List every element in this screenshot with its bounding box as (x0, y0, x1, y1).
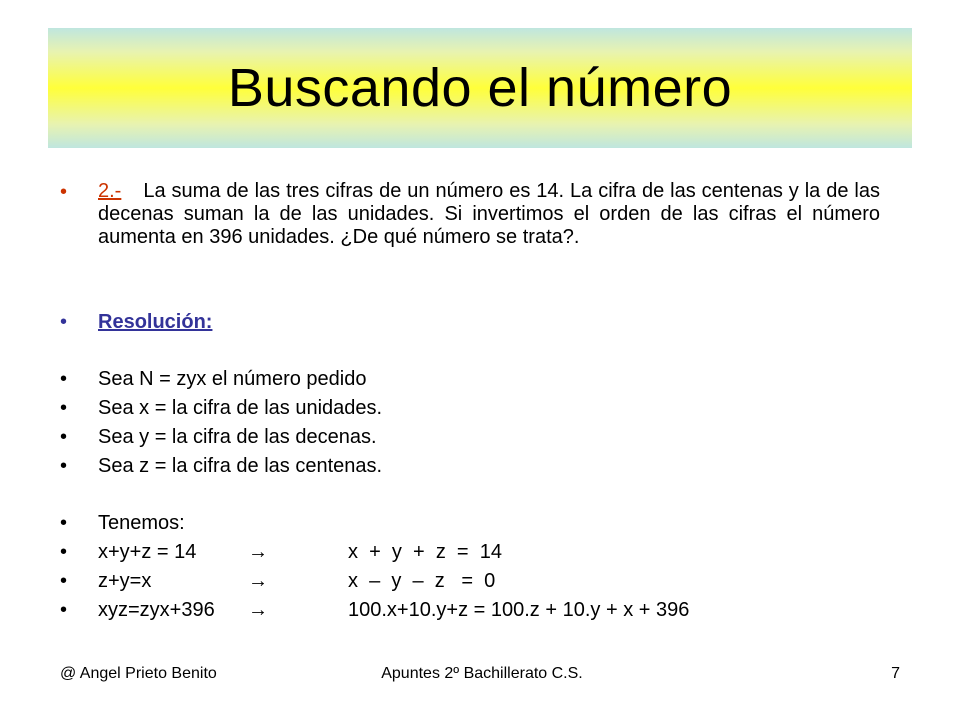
bullet-icon: • (60, 599, 68, 621)
equation-row: • xyz=zyx+396 → 100.x+10.y+z = 100.z + 10.y + x + 396 (60, 599, 690, 621)
slide-title: Buscando el número (227, 58, 733, 118)
resolution-label: Resolución: (98, 311, 213, 333)
definition-item: • Sea N = zyx el número pedido (60, 368, 367, 390)
bullet-icon: • (60, 541, 68, 563)
problem-text: La suma de las tres cifras de un número es 14. La cifra de las centenas y la de las decenas suman la de las unidades. Si invertimos el orden de las cifras el número aumenta en 396 unidades. ¿De qué número se trata?. (98, 180, 880, 248)
bullet-icon: • (60, 512, 68, 534)
resolution-heading (60, 310, 880, 334)
arrow-icon: → (248, 570, 268, 592)
bullet-icon: • (60, 397, 68, 419)
tenemos-heading: • Tenemos: (60, 512, 185, 534)
bullet-icon: • (60, 311, 68, 333)
bullet-icon: • (60, 426, 68, 448)
equation-row: • z+y=x → x – y – z = 0 (60, 570, 496, 592)
bullet-icon: • (60, 368, 68, 390)
bullet-icon: • (60, 455, 68, 477)
bullet-icon: • (60, 570, 68, 592)
footer-course: Apuntes 2º Bachillerato C.S. (381, 665, 583, 682)
page-number: 7 (891, 665, 900, 682)
definition-item: • Sea z = la cifra de las centenas. (60, 455, 383, 477)
title-banner (48, 28, 912, 148)
bullet-icon: • (60, 181, 68, 203)
problem-number: 2.- (98, 180, 122, 202)
equation-row: • x+y+z = 14 → x + y + z = 14 (60, 541, 502, 563)
problem-statement (60, 180, 880, 249)
footer-author: @ Angel Prieto Benito (60, 665, 217, 682)
arrow-icon: → (248, 599, 268, 621)
definition-item: • Sea y = la cifra de las decenas. (60, 426, 377, 448)
arrow-icon: → (248, 541, 268, 563)
definition-item: • Sea x = la cifra de las unidades. (60, 397, 383, 419)
